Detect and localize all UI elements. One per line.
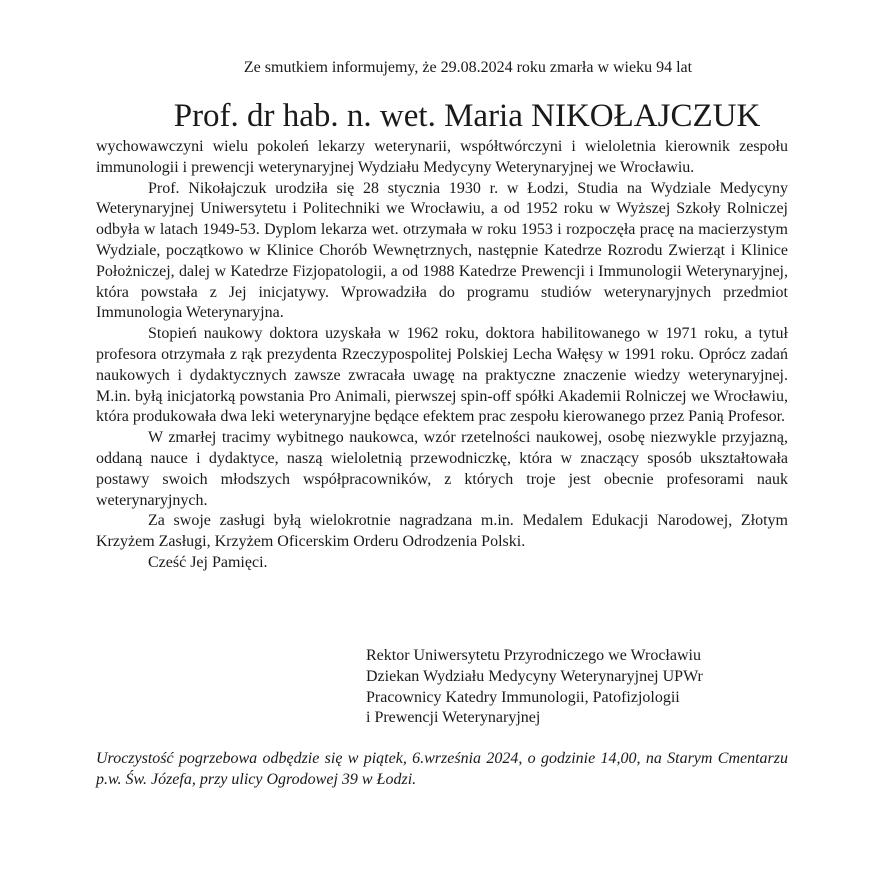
announcement-text: Ze smutkiem informujemy, że 29.08.2024 roku zmarła w wieku 94 lat	[243, 59, 693, 76]
paragraph-academic-career: Stopień naukowy doktora uzyskała w 1962 roku, doktora habilitowanego w 1971 roku, a tytuł profesora otrzymała z rąk prezydenta Rzeczypospolitej Polskiej Lecha Wałęsy w 1991 roku. Oprócz zadań naukowych i dydaktycznych zawsze zwracała uwagę na praktyczne znaczenie wiedzy weterynaryjnej. M.in. byłą inicjatorką powstania Pro Animali, pierwszej spin-off spółki Akademii Rolniczej we Wrocławiu, która produkowała dwa leki weterynaryjne będące efektem prac zespołu kierowanego przez Panią Profesor.	[96, 325, 788, 426]
deceased-name	[0, 96, 886, 136]
signature-line: i Prewencji Weterynaryjnej	[366, 709, 541, 727]
deceased-name-text: Prof. dr hab. n. wet. Maria NIKOŁAJCZUK	[173, 98, 761, 134]
funeral-notice: Uroczystość pogrzebowa odbędzie się w piątek, 6.września 2024, o godzinie 14,00, na Starym Cmentarzu p.w. Św. Józefa, przy ulicy Ogrodowej 39 w Łodzi.	[96, 750, 788, 788]
announcement-line	[0, 58, 886, 78]
paragraph-intro: wychowawczyni wielu pokoleń lekarzy weterynarii, współtwórczyni i wieloletnia kierownik zespołu immunologii i prewencji weterynaryjnej Wydziału Medycyny Weterynaryjnej we Wrocławiu.	[96, 138, 788, 176]
signature-line: Pracownicy Katedry Immunologii, Patofizjologii	[366, 688, 680, 706]
signature-line: Dziekan Wydziału Medycyny Weterynaryjnej UPWr	[366, 667, 703, 685]
paragraph-memory: Cześć Jej Pamięci.	[148, 553, 268, 571]
signature-block	[366, 646, 786, 729]
paragraph-awards: Za swoje zasługi byłą wielokrotnie nagradzana m.in. Medalem Edukacji Narodowej, Złotym Krzyżem Zasługi, Krzyżem Oficerskim Orderu Odrodzenia Polski.	[96, 512, 788, 551]
paragraph-tribute: W zmarłej tracimy wybitnego naukowca, wzór rzetelności naukowej, osobę niezwykle przyjazną, oddaną nauce i dydaktyce, naszą wieloletnią przewodniczkę, która w znaczący sposób ukształtowała postawy swoich młodszych współpracowników, z których troje jest obecnie profesorami nauk weterynaryjnych.	[96, 429, 788, 509]
obituary-body	[96, 137, 788, 574]
paragraph-biography: Prof. Nikołajczuk urodziła się 28 stycznia 1930 r. w Łodzi, Studia na Wydziale Medycyny Weterynaryjnej Uniwersytetu i Politechniki we Wrocławiu, a od 1952 roku w Wyższej Szkoły Rolniczej odbyła w latach 1949-53. Dyplom lekarza wet. otrzymała w roku 1953 i rozpoczęła pracę na macierzystym Wydziale, początkowo w Klinice Chorób Wewnętrznych, następnie Katedrze Rozrodu Zwierząt i Klinice Położniczej, dalej w Katedrze Fizjopatologii, a od 1988 Katedrze Prewencji i Immunologii Weterynaryjnej, która powstała z Jej inicjatywy. Wprowadziła do programu studiów weterynaryjnych przedmiot Immunologia Weterynaryjna.	[96, 179, 788, 322]
signature-line: Rektor Uniwersytetu Przyrodniczego we Wrocławiu	[366, 647, 701, 664]
